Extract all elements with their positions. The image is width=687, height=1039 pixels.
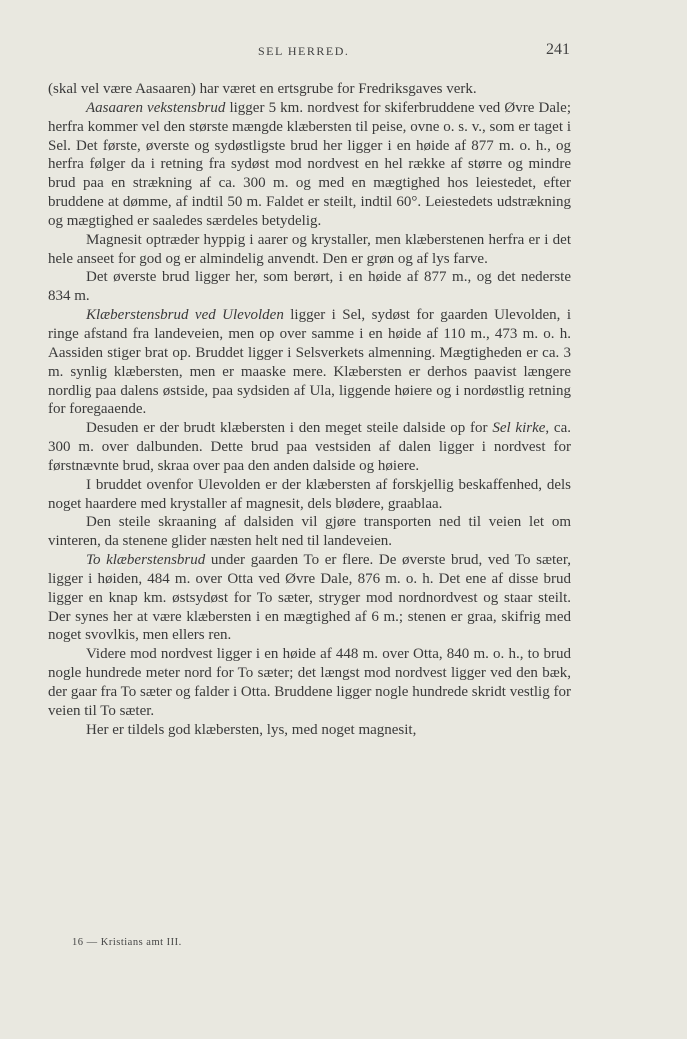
running-header [48, 41, 570, 61]
paragraph-11: Her er tildels god klæbersten, lys, med noget magnesit, [86, 721, 417, 738]
paragraph-8: Den steile skraaning af dalsiden vil gjøre transporten ned til veien let om vinteren, da stenene glider næsten helt ned til landeveien. [48, 514, 571, 550]
header-title: SEL HERRED. [258, 44, 350, 58]
paragraph-6: Desuden er der brudt klæbersten i den meget steile dalside op for Sel kirke, ca. 300 m. over dalbunden. Dette brud paa vestsiden af dalen ligger i nordvest for førstnævnte brud, skraa over paa den anden dalside og høiere. [48, 420, 571, 474]
paragraph-5: Klæberstensbrud ved Ulevolden ligger i Sel, sydøst for gaarden Ulevolden, i ringe afstand fra landeveien, men op over samme i en høide af 110 m., 473 m. o. h. Aassiden stiger brat op. Bruddet ligger i Selsverkets almenning. Mægtigheden er ca. 3 m. synlig klæbersten, men er maaske mere. Klæbersten er derhos paavist længere nordlig paa dalens østside, paa sydsiden af Ula, liggende høiere og i nordøstlig retning for foregaaende. [48, 307, 572, 418]
body-text [48, 80, 571, 740]
italic-heading: Aasaaren vekstensbrud [86, 99, 226, 116]
italic-heading: Klæberstensbrud ved Ulevolden [86, 307, 284, 324]
signature-line: 16 — Kristians amt III. [72, 937, 182, 948]
paragraph-1: (skal vel være Aasaaren) har været en ertsgrube for Fredriksgaves verk. [48, 81, 477, 97]
page-number: 241 [546, 41, 570, 58]
paragraph-7: I bruddet ovenfor Ulevolden er der klæbersten af forskjellig beskaffenhed, dels noget haardere med krystaller af magnesit, dels blødere, graablaa. [48, 476, 571, 512]
italic-heading: To klæberstensbrud [86, 552, 206, 569]
paragraph-3: Magnesit optræder hyppig i aarer og krystaller, men klæberstenen herfra er i det hele anseet for god og er almindelig anvendt. Den er grøn og af lys farve. [48, 231, 571, 267]
paragraph-9: To klæberstensbrud under gaarden To er flere. De øverste brud, ved To sæter, ligger i høiden, 484 m. over Otta ved Øvre Dale, 876 m. o. h. Det ene af disse brud ligger en knap km. østsydøst for To sæter, stryger mod nordnordvest og staar steilt. Der synes her at være klæbersten i en mægtighed af 6 m.; stenen er graa, skifrig med noget svovlkis, men ellers ren. [48, 552, 571, 644]
paragraph-10: Videre mod nordvest ligger i en høide af 448 m. over Otta, 840 m. o. h., to brud nogle hundrede meter nord for To sæter; det længst mod nordvest ligger ved den bæk, der gaar fra To sæter og falder i Otta. Bruddene ligger nogle hundrede skridt vestlig for veien til To sæter. [48, 646, 571, 719]
paragraph-2: Aasaaren vekstensbrud ligger 5 km. nordvest for skiferbruddene ved Øvre Dale; herfra kommer vel den største mængde klæbersten til peise, ovne o. s. v., som er taget i Sel. Det første, øverste og sydøstligste brud her ligger i en høide af 877 m. o. h., og herfra følger da i retning fra sydøst mod nordvest en hel række af større og mindre brud paa en strækning af ca. 300 m. og med en mægtighed hos leiestedet, efter bruddene at dømme, af indtil 50 m. Faldet er steilt, indtil 60°. Leiestedets udstrækning og mægtighed er saaledes særdeles betydelig. [48, 99, 571, 229]
paragraph-4: Det øverste brud ligger her, som berørt, i en høide af 877 m., og det nederste 834 m. [48, 269, 571, 305]
italic-term: Sel kirke [492, 420, 546, 437]
